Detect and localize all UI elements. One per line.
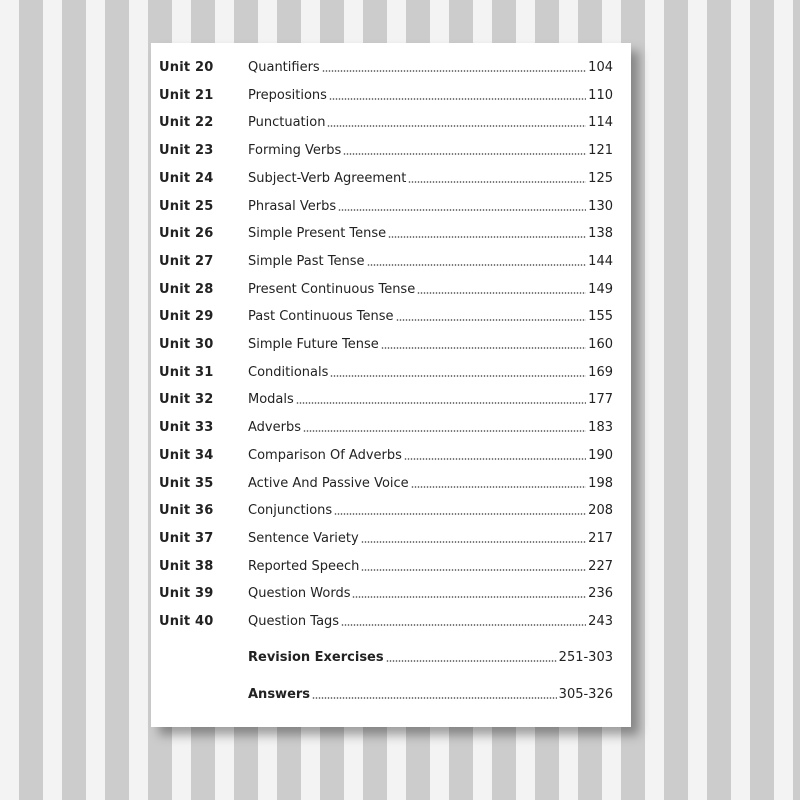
dot-leader <box>338 208 586 212</box>
entry-title: Past Continuous Tense <box>248 309 394 324</box>
entry-title: Subject-Verb Agreement <box>248 171 407 186</box>
dot-leader <box>396 318 587 322</box>
page-number: 190 <box>588 448 613 463</box>
entry-title: Adverbs <box>248 420 301 435</box>
toc-row <box>159 335 613 355</box>
toc-row <box>159 197 613 217</box>
unit-number: Unit 29 <box>159 309 214 324</box>
toc-entry <box>248 113 613 133</box>
toc-row <box>159 86 613 106</box>
dot-leader <box>381 346 586 350</box>
toc-entry <box>248 446 613 466</box>
unit-number: Unit 37 <box>159 531 214 546</box>
unit-number: Unit 38 <box>159 559 214 574</box>
dot-leader <box>312 696 557 700</box>
page-number: 125 <box>588 171 613 186</box>
page-number: 138 <box>588 226 613 241</box>
dot-leader <box>296 401 586 405</box>
unit-number: Unit 23 <box>159 143 214 158</box>
entry-title: Conjunctions <box>248 503 333 518</box>
dot-leader <box>334 512 586 516</box>
entry-title: Conditionals <box>248 365 329 380</box>
page-number: 110 <box>588 88 613 103</box>
entry-title: Active And Passive Voice <box>248 476 409 491</box>
toc-entry <box>248 58 613 78</box>
entry-title: Punctuation <box>248 115 326 130</box>
dot-leader <box>388 235 586 239</box>
unit-number: Unit 34 <box>159 448 214 463</box>
toc-row <box>159 141 613 161</box>
page-number: 160 <box>588 337 613 352</box>
dot-leader <box>341 623 586 627</box>
toc-row <box>159 584 613 604</box>
toc-entry <box>248 86 613 106</box>
toc-row <box>159 252 613 272</box>
entry-title: Forming Verbs <box>248 143 342 158</box>
toc-row <box>159 501 613 521</box>
page-number: 169 <box>588 365 613 380</box>
unit-number: Unit 22 <box>159 115 214 130</box>
page-number: 114 <box>588 115 613 130</box>
toc-row <box>159 58 613 78</box>
page-number: 130 <box>588 199 613 214</box>
page-number: 121 <box>588 143 613 158</box>
unit-number: Unit 20 <box>159 60 214 75</box>
toc-row <box>159 474 613 494</box>
unit-number: Unit 35 <box>159 476 214 491</box>
entry-title: Comparison Of Adverbs <box>248 448 402 463</box>
page-number: 217 <box>588 531 613 546</box>
toc-entry <box>248 197 613 217</box>
dot-leader <box>329 97 586 101</box>
dot-leader <box>361 568 586 572</box>
toc-row <box>159 529 613 549</box>
entry-title: Question Tags <box>248 614 340 629</box>
toc-row <box>159 280 613 300</box>
entry-title: Question Words <box>248 586 351 601</box>
toc-entry <box>248 280 613 300</box>
entry-title: Prepositions <box>248 88 327 103</box>
dot-leader <box>417 291 586 295</box>
dot-leader <box>352 595 586 599</box>
page-number: 149 <box>588 282 613 297</box>
entry-title: Simple Present Tense <box>248 226 387 241</box>
toc-entry <box>248 363 613 383</box>
page-number: 177 <box>588 392 613 407</box>
dot-leader <box>408 180 586 184</box>
dot-leader <box>303 429 586 433</box>
page-number: 144 <box>588 254 613 269</box>
entry-title: Phrasal Verbs <box>248 199 337 214</box>
page-number: 104 <box>588 60 613 75</box>
toc-row <box>159 363 613 383</box>
page-number: 236 <box>588 586 613 601</box>
unit-number: Unit 32 <box>159 392 214 407</box>
unit-number: Unit 33 <box>159 420 214 435</box>
unit-number: Unit 21 <box>159 88 214 103</box>
toc-entry <box>248 141 613 161</box>
toc-extra-row <box>159 648 613 668</box>
toc-row <box>159 224 613 244</box>
entry-title: Reported Speech <box>248 559 360 574</box>
dot-leader <box>322 69 586 73</box>
toc-row <box>159 169 613 189</box>
unit-number: Unit 26 <box>159 226 214 241</box>
toc-entry <box>248 474 613 494</box>
entry-title: Revision Exercises <box>248 650 384 665</box>
toc-entry <box>248 557 613 577</box>
toc-row <box>159 446 613 466</box>
toc-entry <box>248 307 613 327</box>
entry-title: Modals <box>248 392 294 407</box>
toc-entry <box>248 612 613 632</box>
page-number: 227 <box>588 559 613 574</box>
toc-entry <box>248 584 613 604</box>
entry-title: Simple Future Tense <box>248 337 379 352</box>
toc-entry <box>248 335 613 355</box>
toc-row <box>159 390 613 410</box>
toc-extra-row <box>159 685 613 705</box>
unit-number: Unit 40 <box>159 614 214 629</box>
table-of-contents-page <box>151 43 631 727</box>
dot-leader <box>343 152 586 156</box>
dot-leader <box>411 485 587 489</box>
toc-entry <box>248 648 613 668</box>
entry-title: Present Continuous Tense <box>248 282 416 297</box>
dot-leader <box>404 457 586 461</box>
unit-number: Unit 39 <box>159 586 214 601</box>
dot-leader <box>367 263 587 267</box>
dot-leader <box>361 540 586 544</box>
toc-row <box>159 418 613 438</box>
unit-number: Unit 25 <box>159 199 214 214</box>
toc-row <box>159 307 613 327</box>
page-number: 243 <box>588 614 613 629</box>
unit-number: Unit 27 <box>159 254 214 269</box>
page-number: 251-303 <box>558 650 613 665</box>
page-number: 183 <box>588 420 613 435</box>
dot-leader <box>386 659 557 663</box>
entry-title: Quantifiers <box>248 60 320 75</box>
toc-entry <box>248 252 613 272</box>
toc-entry <box>248 501 613 521</box>
entry-title: Simple Past Tense <box>248 254 365 269</box>
unit-number: Unit 36 <box>159 503 214 518</box>
unit-number: Unit 24 <box>159 171 214 186</box>
unit-number: Unit 31 <box>159 365 214 380</box>
page-number: 155 <box>588 309 613 324</box>
toc-entry <box>248 418 613 438</box>
dot-leader <box>330 374 586 378</box>
page-number: 305-326 <box>558 687 613 702</box>
unit-number: Unit 28 <box>159 282 214 297</box>
toc-row <box>159 557 613 577</box>
toc-entry <box>248 685 613 705</box>
toc-row <box>159 612 613 632</box>
dot-leader <box>327 124 586 128</box>
page-number: 198 <box>588 476 613 491</box>
toc-entry <box>248 224 613 244</box>
toc-entry <box>248 390 613 410</box>
toc-entry <box>248 169 613 189</box>
unit-number: Unit 30 <box>159 337 214 352</box>
toc-entry <box>248 529 613 549</box>
page-number: 208 <box>588 503 613 518</box>
entry-title: Sentence Variety <box>248 531 359 546</box>
toc-row <box>159 113 613 133</box>
entry-title: Answers <box>248 687 311 702</box>
